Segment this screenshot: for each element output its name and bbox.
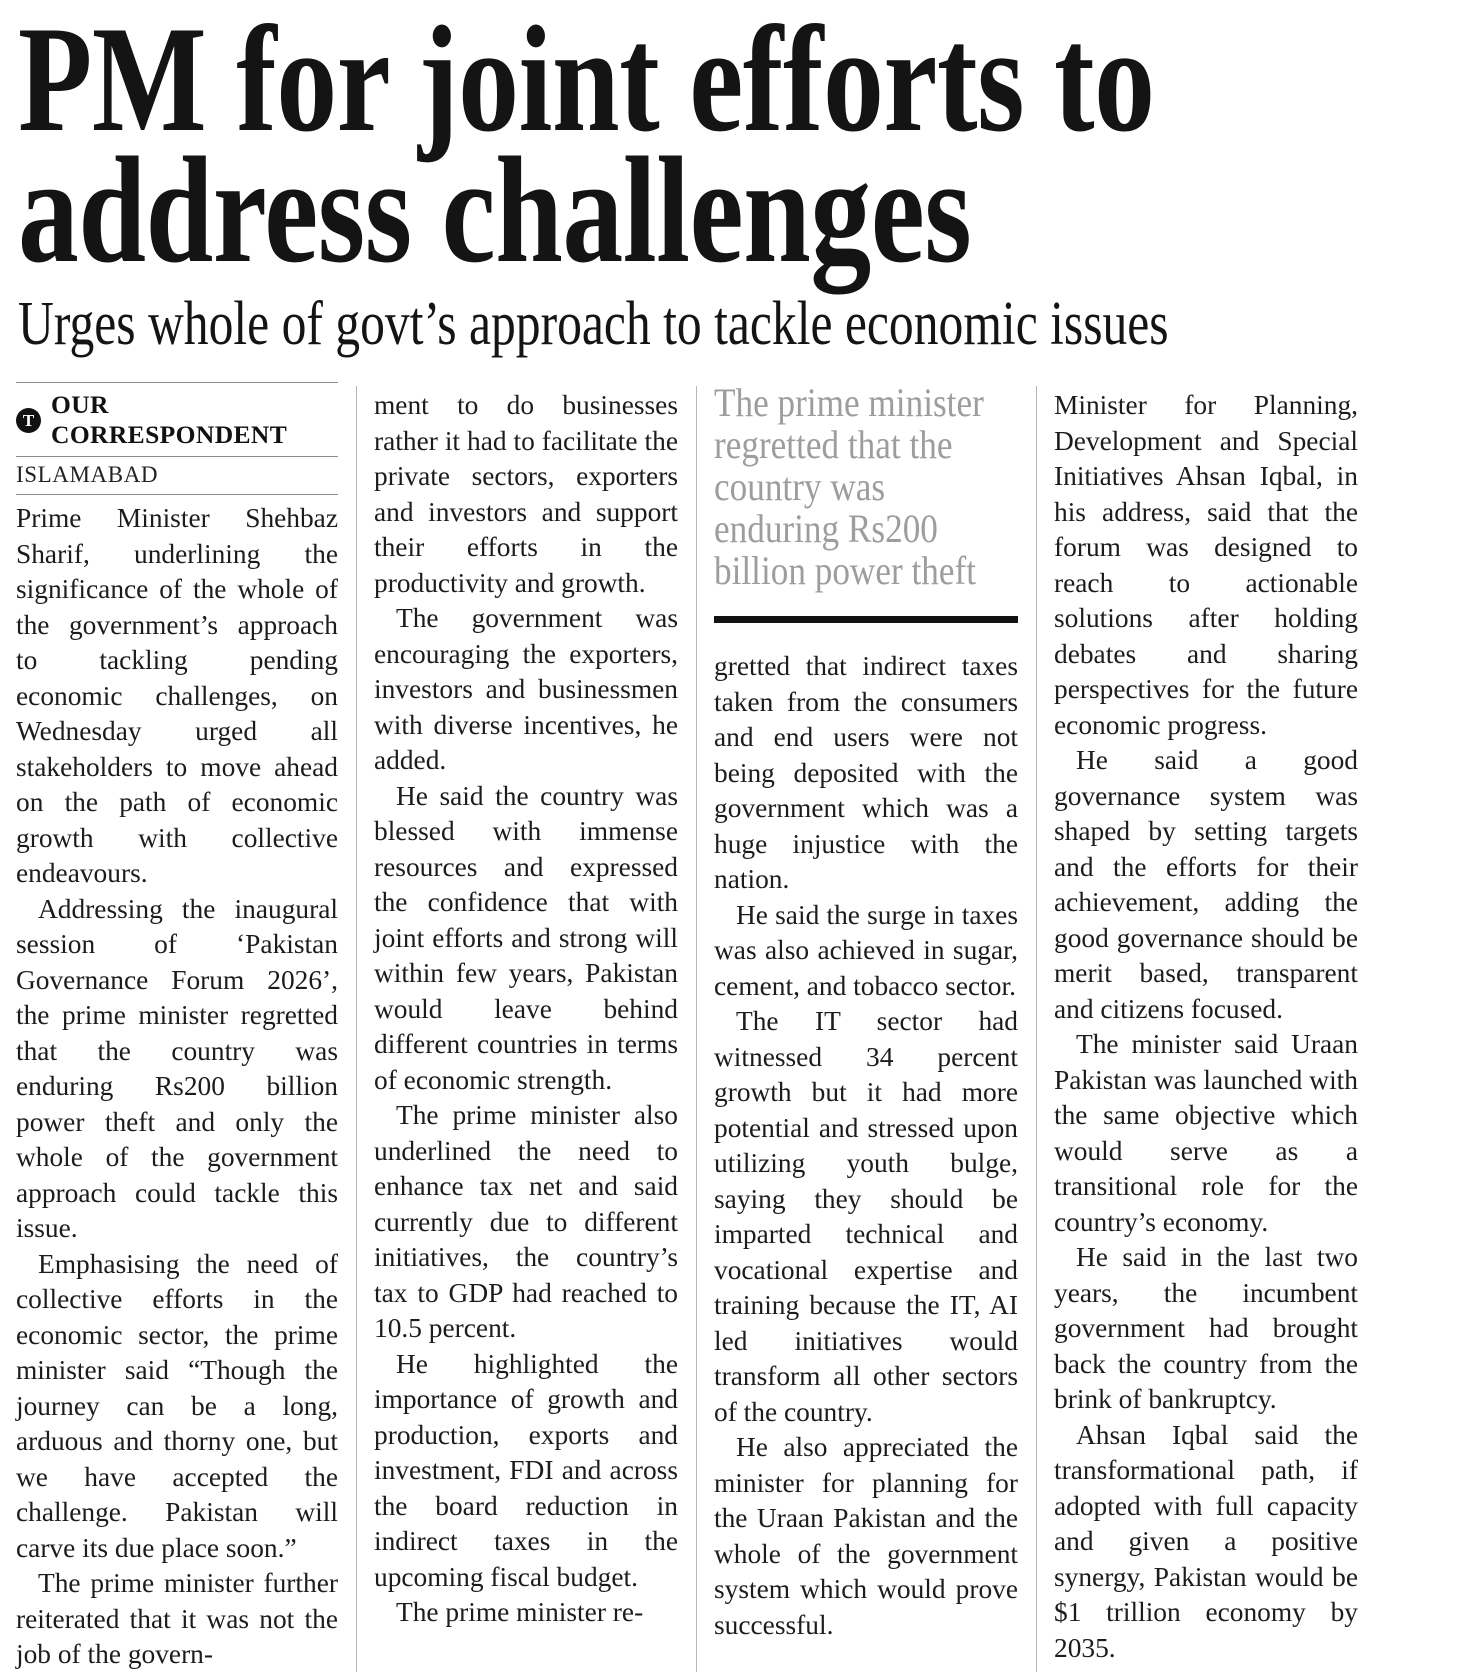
paragraph: Ahsan Iqbal said the transformational path, if adopted with full capacity and given a positive synergy, Pakistan would be $1 trillion economy by 2035.: [1054, 1419, 1358, 1663]
publication-logo-icon: T: [16, 408, 41, 433]
column-divider: [356, 386, 357, 1672]
headline-line-2: address challenges: [18, 125, 972, 294]
article-columns: [16, 382, 1452, 1672]
paragraph: The government was encouraging the exporters, investors and businessmen with diverse incentives, he added.: [374, 603, 678, 775]
paragraph: Minister for Planning, Development and Special Initiatives Ahsan Iqbal, in his address, said that the forum was designed to reach to actionable solutions after holding debates and sharing perspectives for the future economic progress.: [1054, 390, 1358, 740]
article-body-3: [714, 649, 1018, 1643]
dateline: ISLAMABAD: [16, 462, 159, 487]
paragraph: He said the surge in taxes was also achieved in sugar, cement, and tobacco sector.: [714, 899, 1018, 1001]
subheadline: Urges whole of govt’s approach to tackle economic issues: [18, 290, 1169, 359]
byline-rule-bottom: [16, 494, 338, 495]
paragraph: The minister said Uraan Pakistan was launched with the same objective which would serve as a transitional role for the country’s economy.: [1054, 1029, 1358, 1237]
article-body-2: [374, 382, 678, 1631]
paragraph: He highlighted the importance of growth and production, exports and investment, FDI and across the board reduction in indirect taxes in the upcoming fiscal budget.: [374, 1348, 678, 1592]
paragraph: He said the country was blessed with immense resources and expressed the confidence that with joint efforts and strong will within few years, Pakistan would leave behind different countries in terms of economic strength.: [374, 780, 678, 1095]
byline: [16, 383, 338, 456]
paragraph: The prime minister further reiterated that it was not the job of the govern-: [16, 1568, 338, 1669]
article-column-3: [696, 382, 1036, 1672]
headline-line-1: PM for joint efforts to: [18, 0, 1155, 163]
pull-quote: The prime minister regretted that the country was enduring Rs200 billion power theft: [714, 380, 984, 593]
paragraph: Prime Minister Shehbaz Sharif, underlining the significance of the whole of the government’s approach to tackling pending economic challenges, on Wednesday urged all stakeholders to move ahead on the path of economic growth with collective endeavours.: [16, 503, 338, 888]
byline-correspondent: OUR CORRESPONDENT: [51, 390, 288, 449]
paragraph: Emphasising the need of collective efforts in the economic sector, the prime minister said “Though the journey can be a long, arduous and thorny one, but we have accepted the challenge. Pakistan will carve its due place soon.”: [16, 1248, 338, 1563]
article-body-1: [16, 501, 338, 1673]
article-body-4: [1054, 382, 1358, 1666]
article-column-4: [1036, 382, 1376, 1672]
headline-block: [0, 0, 1468, 359]
paragraph: The IT sector had witnessed 34 percent growth but it had more potential and stressed upon utilizing youth bulge, saying they should be imparted technical and vocational expertise and training because the IT, AI led initiatives would transform all other sectors of the country.: [714, 1006, 1018, 1427]
paragraph: The prime minister also underlined the need to enhance tax net and said currently due to different initiatives, the country’s tax to GDP had reached to 10.5 percent.: [374, 1100, 678, 1343]
paragraph: He said in the last two years, the incumbent government had brought back the country from the brink of bankruptcy.: [1054, 1242, 1358, 1414]
paragraph: ment to do businesses rather it had to facilitate the private sectors, exporters and investors and support their efforts in the productivity and growth.: [374, 390, 678, 598]
page-title: [18, 0, 1450, 294]
paragraph: gretted that indirect taxes taken from the consumers and end users were not being deposited with the government which was a huge injustice with the nation.: [714, 651, 1018, 894]
paragraph: He also appreciated the minister for planning for the Uraan Pakistan and the whole of the government system which would prove successful.: [714, 1432, 1018, 1640]
paragraph: Addressing the inaugural session of ‘Pakistan Governance Forum 2026’, the prime minister regretted that the country was enduring Rs200 billion power theft and only the whole of the government approach could tackle this issue.: [16, 893, 338, 1243]
column-divider: [696, 386, 697, 1672]
paragraph: The prime minister re-: [396, 1597, 644, 1627]
article-column-1: [16, 382, 356, 1672]
article-column-2: [356, 382, 696, 1672]
pull-quote-rule: [714, 616, 1018, 623]
paragraph: He said a good governance system was shaped by setting targets and the efforts for their achievement, adding the good governance should be merit based, transparent and citizens focused.: [1054, 745, 1358, 1024]
column-divider: [1036, 386, 1037, 1672]
byline-block: [16, 382, 338, 495]
